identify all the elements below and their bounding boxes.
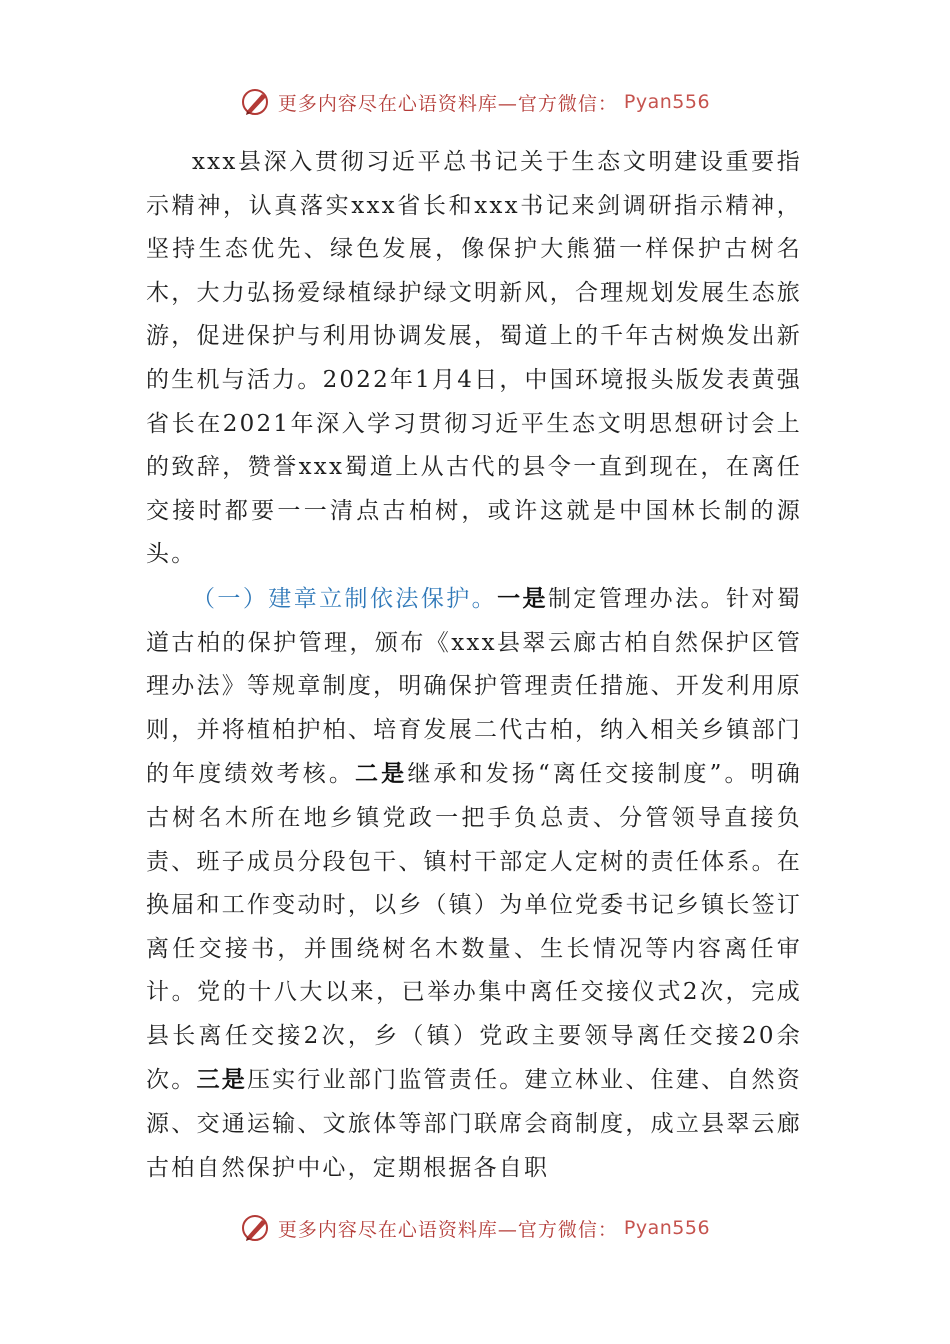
watermark-text: 更多内容尽在心语资料库—官方微信：: [277, 1218, 618, 1241]
document-body: [146, 141, 802, 1190]
point-three-text: 压实行业部门监管责任。建立林业、住建、自然资源、交通运输、文旅体等部门联席会商制度，成立县翠云廊古柏自然保护中心，定期根据各自职: [146, 1067, 802, 1181]
point-three-label: 三是: [196, 1066, 247, 1094]
paragraph-intro: xxx县深入贯彻习近平总书记关于生态文明建设重要指示精神，认真落实xxx省长和xxx书记来剑调研指示精神，坚持生态优先、绿色发展，像保护大熊猫一样保护古树名木，大力弘扬爱绿植绿护绿文明新风，合理规划发展生态旅游，促进保护与利用协调发展，蜀道上的千年古树焕发出新的生机与活力。2022年1月4日，中国环境报头版发表黄强省长在2021年深入学习贯彻习近平生态文明思想研讨会上的致辞，赞誉xxx蜀道上从古代的县令一直到现在，在离任交接时都要一一清点古柏树，或许这就是中国林长制的源头。: [146, 149, 802, 568]
watermark-handle: Pyan556: [623, 1217, 711, 1239]
footer-watermark: [0, 1212, 950, 1244]
point-two-label: 二是: [355, 760, 408, 788]
point-two-text: 继承和发扬“离任交接制度”。明确古树名木所在地乡镇党政一把手负总责、分管领导直接负责、班子成员分段包干、镇村干部定人定树的责任体系。在换届和工作变动时，以乡（镇）为单位党委书记乡镇长签订离任交接书，并围绕树名木数量、生长情况等内容离任审计。党的十八大以来，已举办集中离任交接仪式2次，完成县长离任交接2次，乡（镇）党政主要领导离任交接20余次。: [146, 761, 802, 1094]
pen-icon: [240, 86, 272, 118]
point-one-label: 一是: [497, 584, 548, 612]
paragraph-section-one: [146, 577, 802, 1190]
point-one-text: 制定管理办法。针对蜀道古柏的保护管理，颁布《xxx县翠云廊古柏自然保护区管理办法》等规章制度，明确保护管理责任措施、开发利用原则，并将植柏护柏、培育发展二代古柏，纳入相关乡镇部门的年度绩效考核。: [146, 585, 802, 788]
header-watermark: [0, 86, 950, 118]
pen-icon: [240, 1212, 272, 1244]
watermark-handle: Pyan556: [623, 91, 711, 113]
section-heading: （一）建章立制依法保护。: [192, 585, 498, 612]
watermark-text: 更多内容尽在心语资料库—官方微信：: [277, 92, 618, 115]
